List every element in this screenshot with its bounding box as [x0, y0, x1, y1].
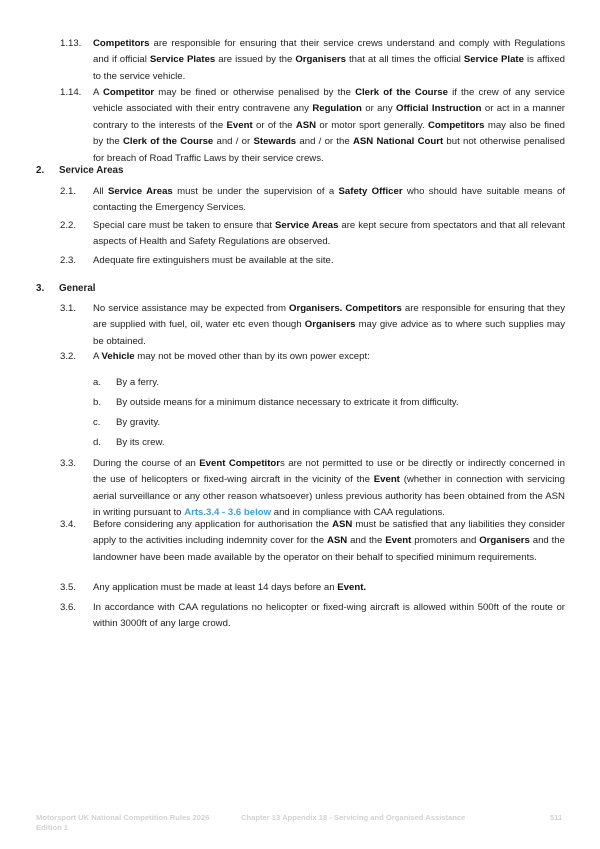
text-run: promoters and	[411, 535, 480, 547]
text-run: are issued by the	[215, 54, 296, 66]
paragraph-1-14	[60, 85, 565, 167]
list-letter: d.	[93, 437, 102, 448]
text-run: who should have suitable means of contacting the Emergency Services.	[93, 186, 566, 214]
section-title: Service Areas	[59, 165, 124, 176]
defined-term: Service Areas	[107, 186, 173, 197]
text-run: may give advice as to where such supplies may be obtained.	[93, 319, 565, 347]
footer-page-number: 511	[550, 813, 563, 822]
text-run: and / or the	[296, 136, 353, 148]
defined-term: Competitors	[428, 119, 485, 131]
defined-term: Organisers	[295, 54, 346, 66]
text-run: or any	[361, 103, 397, 115]
defined-term: Stewards	[253, 136, 297, 148]
defined-term: Service Areas	[275, 220, 339, 231]
article-reference-link[interactable]: Arts.3.4 - 3.6 below	[184, 507, 272, 519]
text-run: In accordance with CAA regulations no helicopter or fixed-wing aircraft is allowed within 500ft of the route or within 3000ft of any large crowd.	[93, 602, 565, 630]
footer-publication	[36, 813, 209, 833]
text-run: or act in a manner contrary to the interests of the	[93, 103, 565, 131]
paragraph-text	[93, 349, 565, 365]
paragraph-3-1	[60, 301, 565, 350]
paragraph-number: 3.1.	[60, 303, 77, 314]
defined-term: Event	[385, 535, 412, 547]
text-run: (whether in connection with servicing aerial surveillance or any other reason whatsoever) unless previous authority has been obtained from the ASN in writing pursuant to	[93, 474, 565, 519]
defined-term: ASN	[332, 519, 353, 530]
list-text: By a ferry.	[116, 377, 160, 388]
paragraph-number: 3.2.	[60, 351, 77, 362]
list-text: By outside means for a minimum distance necessary to extricate it from difficulty.	[116, 397, 459, 408]
list-item-b	[93, 395, 459, 411]
defined-term: Service Plate	[463, 54, 524, 66]
text-run: that at all times the official	[346, 54, 464, 66]
list-letter: b.	[93, 397, 102, 408]
text-run: are kept secure from spectators and that all relevant aspects of Health and Safety Regulations are observed.	[93, 220, 565, 248]
text-run: may be fined or otherwise penalised by the	[154, 87, 356, 98]
paragraph-number: 2.1.	[60, 186, 77, 197]
paragraph-text	[93, 253, 565, 269]
paragraph-3-2	[60, 349, 565, 365]
text-run: but not otherwise penalised for breach of Road Traffic Laws by their service crews.	[93, 136, 565, 164]
paragraph-text	[93, 456, 565, 522]
paragraph-number: 3.6.	[60, 602, 77, 613]
list-text: By its crew.	[116, 437, 165, 448]
defined-term: Event	[226, 119, 253, 131]
paragraph-text	[93, 218, 565, 251]
paragraph-text	[93, 36, 565, 85]
paragraph-3-3	[60, 456, 565, 522]
defined-term: ASN	[326, 535, 348, 547]
text-run: if the crew of any service vehicle associated with their entry contravene any	[93, 87, 565, 115]
paragraph-text	[93, 184, 565, 217]
text-run: Before considering any application for authorisation the	[93, 519, 333, 530]
defined-term: Organisers	[304, 319, 356, 331]
text-run: or motor sport generally.	[316, 119, 428, 131]
defined-term: Event.	[337, 582, 367, 593]
defined-term: Regulation	[312, 103, 362, 115]
paragraph-number: 3.3.	[60, 458, 77, 469]
defined-term: Competitors	[93, 38, 150, 49]
defined-term: Service Plates	[149, 54, 216, 66]
text-run: All	[93, 186, 108, 197]
text-run: During the course of an	[93, 458, 200, 469]
footer-title: Motorsport UK National Competition Rules 2026	[36, 813, 210, 822]
paragraph-text	[93, 600, 565, 633]
list-text: By gravity.	[116, 417, 161, 428]
paragraph-number: 1.14.	[60, 87, 82, 98]
section-heading-3	[36, 281, 96, 297]
defined-term: Event Competitor	[199, 458, 280, 469]
text-run: Special care must be taken to ensure that	[93, 220, 276, 231]
paragraph-text	[93, 517, 565, 566]
list-item-a	[93, 375, 159, 391]
text-run: Any application must be made at least 14 days before an	[93, 582, 338, 593]
paragraph-number: 3.5.	[60, 582, 77, 593]
paragraph-number: 1.13.	[60, 38, 82, 49]
text-run: or of the	[252, 119, 296, 131]
text-run: and the	[347, 535, 386, 547]
defined-term: ASN National Court	[352, 136, 444, 148]
text-run: are responsible for ensuring that their service crews understand and comply with Regulations and if official	[93, 38, 565, 66]
paragraph-2-1	[60, 184, 565, 217]
text-run: is affixed to the service vehicle.	[93, 54, 565, 82]
defined-term: Organisers. Competitors	[289, 303, 402, 314]
text-run: s are not permitted to use or be directly or indirectly concerned in the use of helicopters or fixed-wing aircraft in the vicinity of the	[93, 458, 565, 486]
section-heading-2	[36, 163, 123, 179]
text-run: A	[93, 351, 102, 362]
paragraph-2-3	[60, 253, 565, 269]
paragraph-2-2	[60, 218, 565, 251]
defined-term: ASN	[295, 119, 317, 131]
footer-edition: Edition 1	[36, 823, 69, 832]
paragraph-text	[93, 301, 565, 350]
text-run: and / or	[213, 136, 254, 148]
list-item-d	[93, 435, 165, 451]
paragraph-number: 2.3.	[60, 255, 77, 266]
text-run: and in compliance with CAA regulations.	[271, 507, 445, 519]
paragraph-1-13	[60, 36, 565, 85]
list-letter: c.	[93, 417, 101, 428]
defined-term: Safety Officer	[338, 186, 403, 197]
paragraph-number: 2.2.	[60, 220, 77, 231]
text-run: A	[93, 87, 103, 98]
text-run: may also be fined by the	[93, 119, 565, 148]
section-number: 2.	[36, 165, 45, 176]
text-run: must be satisfied that any liabilities they consider apply to the activities including indemnity cover for the	[93, 519, 566, 547]
defined-term: Organisers	[479, 535, 530, 547]
section-number: 3.	[36, 283, 45, 294]
defined-term: Vehicle	[101, 351, 135, 362]
text-run: may not be moved other than by its own power except:	[134, 351, 370, 362]
paragraph-text	[93, 85, 565, 167]
list-letter: a.	[93, 377, 102, 388]
paragraph-text	[93, 580, 565, 596]
paragraph-3-4	[60, 517, 565, 566]
text-run: and the landowner have been made available by the operator on their behalf to specified minimum requirements.	[93, 535, 565, 563]
section-title: General	[59, 283, 96, 294]
text-run: are responsible for ensuring that they are supplied with fuel, oil, water etc even though	[93, 303, 565, 331]
defined-term: Clerk of the Course	[122, 136, 214, 148]
list-item-c	[93, 415, 160, 431]
paragraph-number: 3.4.	[60, 519, 77, 530]
defined-term: Competitor	[103, 87, 155, 98]
text-run: No service assistance may be expected from	[93, 303, 289, 314]
paragraph-3-6	[60, 600, 565, 633]
text-run: Adequate fire extinguishers must be available at the site.	[93, 255, 334, 266]
defined-term: Official Instruction	[396, 103, 482, 115]
defined-term: Clerk of the Course	[355, 87, 448, 98]
defined-term: Event	[373, 474, 400, 486]
text-run: must be under the supervision of a	[172, 186, 339, 197]
paragraph-3-5	[60, 580, 565, 596]
footer-chapter: Chapter 13 Appendix 18 - Servicing and Organised Assistance	[241, 813, 466, 822]
